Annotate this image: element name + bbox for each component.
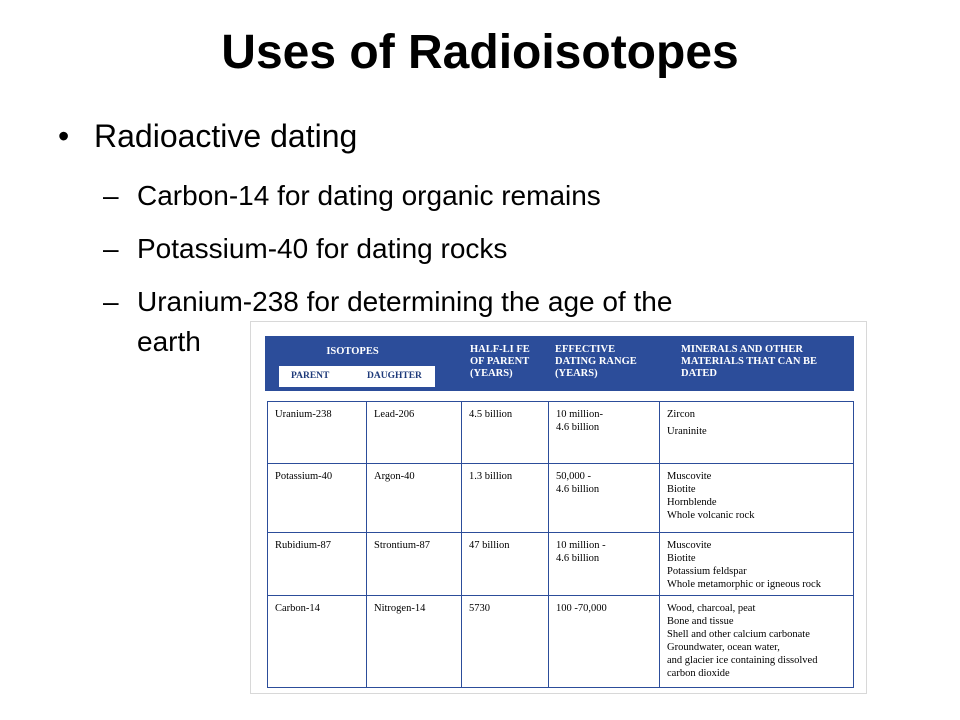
table-header-band [265, 336, 854, 391]
cell-half-life: 4.5 billion [462, 402, 549, 464]
material-line: Whole metamorphic or igneous rock [667, 579, 821, 590]
parent-daughter-subheader [279, 366, 435, 387]
cell-range [549, 402, 660, 464]
material-line: Biotite [667, 484, 696, 495]
sub-item-text: Carbon-14 for dating organic remains [137, 180, 601, 211]
isotope-table-figure [250, 321, 867, 694]
material-line: Uraninite [667, 426, 707, 437]
material-line: Potassium feldspar [667, 566, 747, 577]
range-line: 10 million- [556, 409, 603, 420]
dash: – [103, 286, 119, 317]
cell-half-life: 1.3 billion [462, 464, 549, 533]
range-line: 4.6 billion [556, 484, 600, 495]
material-line: carbon dioxide [667, 668, 730, 679]
dash: – [103, 233, 119, 264]
header-parent: PARENT [291, 371, 330, 381]
cell-parent: Potassium-40 [268, 464, 367, 533]
bullet-dot: • [58, 118, 70, 154]
table-row [268, 533, 854, 596]
material-line: Zircon [667, 409, 695, 420]
material-line: Wood, charcoal, peat [667, 603, 756, 614]
cell-range [549, 533, 660, 596]
table-row [268, 464, 854, 533]
cell-half-life: 47 billion [462, 533, 549, 596]
range-line: 4.6 billion [556, 553, 600, 564]
range-line: 4.6 billion [556, 422, 600, 433]
material-line: Biotite [667, 553, 696, 564]
cell-range [549, 464, 660, 533]
cell-materials [660, 402, 854, 464]
cell-parent: Uranium-238 [268, 402, 367, 464]
sub-item-continuation: earth [137, 326, 201, 357]
header-effective-range: EFFECTIVE DATING RANGE (YEARS) [555, 344, 637, 379]
bullet-text: Radioactive dating [94, 118, 358, 154]
table-row [268, 596, 854, 688]
material-line: and glacier ice containing dissolved [667, 655, 818, 666]
dash: – [103, 180, 119, 211]
sub-item-text: Potassium-40 for dating rocks [137, 233, 508, 264]
header-isotopes: ISOTOPES [326, 346, 379, 357]
material-line: Muscovite [667, 471, 712, 482]
cell-materials [660, 464, 854, 533]
cell-parent: Rubidium-87 [268, 533, 367, 596]
range-line: 100 -70,000 [556, 603, 607, 614]
cell-parent: Carbon-14 [268, 596, 367, 688]
cell-materials [660, 533, 854, 596]
material-line: Hornblende [667, 497, 717, 508]
material-line: Shell and other calcium carbonate [667, 629, 810, 640]
material-line: Groundwater, ocean water, [667, 642, 780, 653]
header-daughter: DAUGHTER [367, 371, 422, 381]
slide-title: Uses of Radioisotopes [221, 26, 739, 79]
bullet-radioactive-dating [58, 114, 357, 158]
material-line: Bone and tissue [667, 616, 734, 627]
material-line: Whole volcanic rock [667, 510, 755, 521]
material-line: Muscovite [667, 540, 712, 551]
cell-daughter: Nitrogen-14 [367, 596, 462, 688]
cell-materials [660, 596, 854, 688]
cell-daughter: Lead-206 [367, 402, 462, 464]
cell-range [549, 596, 660, 688]
range-line: 10 million - [556, 540, 606, 551]
header-half-life: HALF-LI FE OF PARENT (YEARS) [470, 344, 530, 379]
sub-item-carbon [103, 176, 863, 216]
isotope-table [267, 401, 854, 688]
sub-item-potassium [103, 229, 863, 269]
table-row [268, 402, 854, 464]
cell-half-life: 5730 [462, 596, 549, 688]
cell-daughter: Strontium-87 [367, 533, 462, 596]
header-materials: MINERALS AND OTHER MATERIALS THAT CAN BE DATED [681, 344, 818, 379]
cell-daughter: Argon-40 [367, 464, 462, 533]
sub-item-text: Uranium-238 for determining the age of the [137, 286, 673, 317]
range-line: 50,000 - [556, 471, 591, 482]
